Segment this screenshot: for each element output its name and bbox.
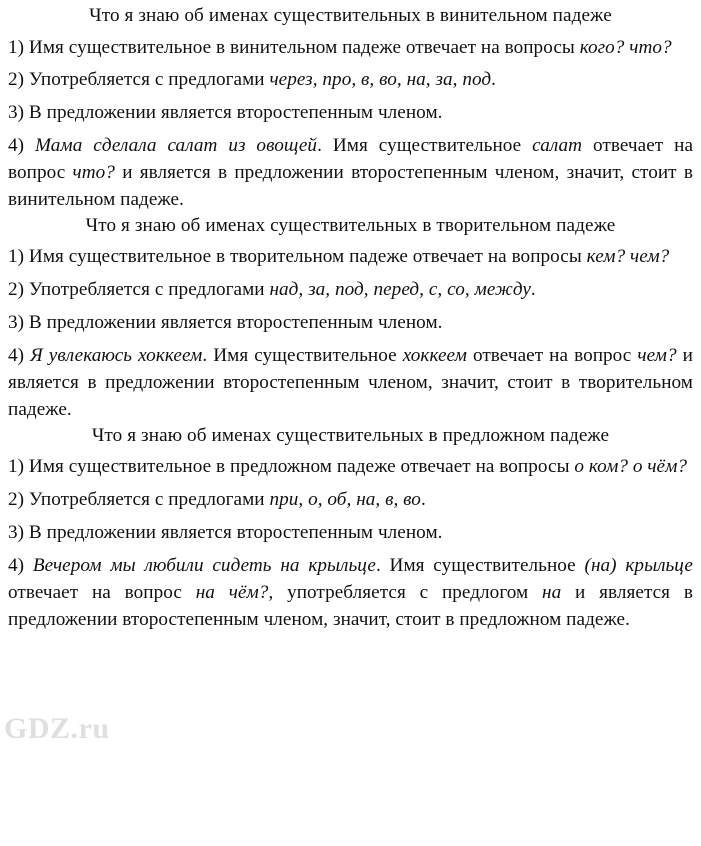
plain-text: 4) (8, 554, 33, 576)
emphasis-text: на чём? (195, 581, 269, 603)
plain-text: , употребляется с предлогом (268, 581, 543, 603)
paragraph (8, 35, 693, 62)
plain-text: и является в предложении второстепенным членом, значит, стоит в предложном падеже. (8, 581, 693, 630)
plain-text: 1) Имя существительное в винительном падеже отвечает на вопросы (8, 36, 580, 58)
section-prepositional (8, 424, 693, 634)
emphasis-text: на (542, 581, 562, 603)
emphasis-text: Мама сделала салат из овощей (35, 135, 318, 157)
emphasis-text: при, о, об, на, в, во (269, 489, 421, 511)
plain-text: . (491, 69, 496, 91)
plain-text: . (530, 279, 536, 301)
plain-text: . Имя существительное (202, 345, 403, 367)
paragraph (8, 520, 693, 547)
emphasis-text: через, про, в, во, на, за, под (269, 69, 492, 91)
emphasis-text: над, за, под, перед, с, со, между (269, 279, 531, 301)
plain-text: . Имя существительное (317, 135, 533, 157)
plain-text: 1) Имя существительное в творительном падеже отвечает на вопросы (8, 246, 587, 268)
emphasis-text: салат (532, 135, 583, 157)
emphasis-text: кем? чем? (586, 246, 670, 268)
plain-text: отвечает на вопрос (8, 581, 196, 603)
plain-text: 3) В предложении является второстепенным членом. (8, 102, 443, 124)
paragraph (8, 100, 693, 127)
paragraph (8, 553, 693, 634)
plain-text: 1) Имя существительное в предложном падеже отвечает на вопросы (8, 456, 575, 478)
paragraph (8, 343, 693, 424)
plain-text: . (420, 489, 426, 511)
plain-text: и является в предложении второстепенным членом, значит, стоит в творительном падеже. (8, 345, 693, 420)
plain-text: 4) (8, 135, 36, 157)
paragraph (8, 454, 693, 481)
plain-text: и является в предложении второстепенным членом, значит, стоит в винительном падеже. (8, 162, 693, 210)
section-instrumental (8, 214, 693, 424)
plain-text: 2) Употребляется с предлогами (8, 489, 270, 511)
watermark-label: GDZ.ru (4, 712, 110, 745)
plain-text: 2) Употребляется с предлогами (8, 69, 270, 91)
section-accusative (8, 4, 693, 214)
plain-text: 4) (8, 345, 31, 367)
emphasis-text: Вечером мы любили сидеть на крыльце (32, 554, 376, 576)
emphasis-text: о ком? о чём? (574, 456, 688, 478)
plain-text: . Имя существительное (375, 554, 585, 576)
emphasis-text: Я увлекаюсь хоккеем (30, 345, 203, 367)
paragraph (8, 487, 693, 514)
plain-text: отвечает на вопрос (466, 345, 638, 367)
emphasis-text: (на) крыльце (584, 554, 693, 576)
emphasis-text: кого? что? (579, 36, 672, 58)
emphasis-text: хоккеем (402, 345, 467, 367)
paragraph (8, 277, 693, 304)
emphasis-text: что? (72, 162, 115, 184)
section-heading: Что я знаю об именах существительных в творительном падеже (85, 214, 616, 236)
paragraph (8, 244, 693, 271)
plain-text: 3) В предложении является второстепенным членом. (8, 312, 443, 334)
plain-text: отвечает на вопрос (8, 135, 694, 184)
emphasis-text: чем? (637, 345, 677, 367)
plain-text: 2) Употребляется с предлогами (8, 279, 270, 301)
section-heading: Что я знаю об именах существительных в предложном падеже (91, 424, 610, 446)
paragraph (8, 133, 693, 214)
section-heading: Что я знаю об именах существительных в винительном падеже (89, 5, 612, 26)
paragraph (8, 67, 693, 94)
paragraph (8, 310, 693, 337)
plain-text: 3) В предложении является второстепенным членом. (8, 521, 443, 543)
